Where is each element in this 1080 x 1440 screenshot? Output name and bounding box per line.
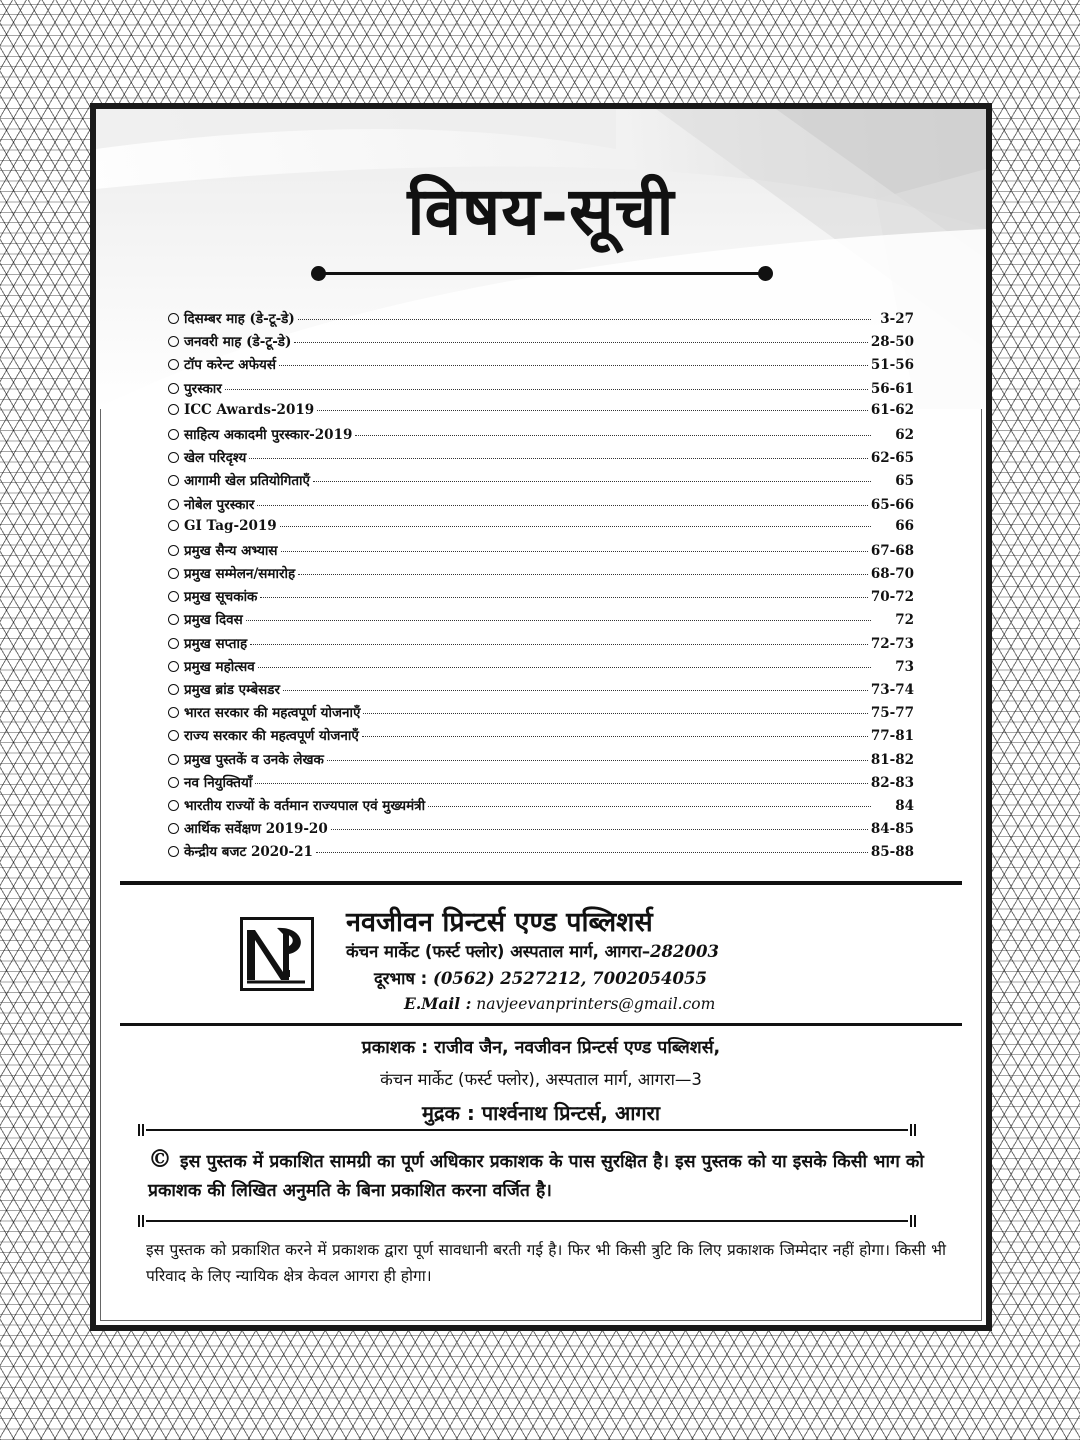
toc-entry[interactable] [168, 750, 914, 773]
toc-dot-leader [281, 551, 868, 552]
toc-entry[interactable] [168, 332, 914, 355]
toc-entry[interactable] [168, 610, 914, 633]
toc-dot-leader [428, 806, 871, 807]
toc-dot-leader [331, 829, 868, 830]
toc-dot-leader [225, 389, 868, 390]
toc-entry-pages: 73 [895, 658, 914, 675]
toc-dot-leader [260, 597, 867, 598]
np-logo-icon [243, 920, 311, 988]
bullet-circle-icon [168, 568, 179, 579]
toc-entry-title: आगामी खेल प्रतियोगिताएँ [184, 473, 311, 490]
toc-entry[interactable] [168, 379, 914, 402]
toc-entry[interactable] [168, 564, 914, 587]
contents-panel [90, 103, 992, 1331]
copyright-symbol: © [148, 1144, 172, 1173]
toc-entry-title: केन्द्रीय बजट 2020-21 [184, 844, 313, 861]
publisher-address [346, 939, 719, 962]
toc-entry-title: राज्य सरकार की महत्वपूर्ण योजनाएँ [184, 728, 359, 745]
toc-dot-leader [355, 435, 871, 436]
publisher-logo [240, 917, 314, 991]
publisher-address-text: कंचन मार्केट (फर्स्ट फ्लोर) अस्पताल मार्ग, आगरा– [346, 942, 651, 961]
toc-entry-title: ICC Awards-2019 [184, 401, 315, 418]
toc-entry-title: प्रमुख सूचकांक [184, 589, 258, 606]
copyright-text: इस पुस्तक में प्रकाशित सामग्री का पूर्ण अधिकार प्रकाशक के पास सुरक्षित है। इस पुस्तक को या इसके किसी भाग को प्रकाशक की लिखित अनुमति के बिना प्रकाशित करना वर्जित है। [148, 1152, 924, 1201]
toc-entry-title: खेल परिदृश्य [184, 450, 247, 467]
divider-rule [120, 881, 962, 885]
publisher-pincode: 282003 [650, 942, 719, 961]
email-label: E.Mail : [404, 994, 472, 1013]
bullet-circle-icon [168, 846, 179, 857]
toc-entry[interactable] [168, 471, 914, 494]
toc-entry-pages: 56-61 [870, 380, 914, 397]
toc-dot-leader [258, 667, 871, 668]
bullet-circle-icon [168, 404, 179, 415]
toc-dot-leader [317, 410, 868, 411]
toc-entry[interactable] [168, 309, 914, 332]
title-underline [318, 272, 764, 275]
copyright-notice [148, 1144, 948, 1206]
toc-entry-pages: 81-82 [870, 751, 914, 768]
publisher-email [404, 994, 715, 1013]
toc-entry-title: पुरस्कार [184, 380, 222, 397]
phone-label: दूरभाष : [374, 969, 428, 988]
toc-entry-pages: 66 [895, 517, 914, 534]
bullet-circle-icon [168, 754, 179, 765]
bullet-circle-icon [168, 475, 179, 486]
toc-entry-title: प्रमुख महोत्सव [184, 658, 255, 675]
toc-entry-pages: 62-65 [870, 450, 914, 467]
bullet-circle-icon [168, 707, 179, 718]
imprint-publisher: प्रकाशक : राजीव जैन, नवजीवन प्रिन्टर्स एण्ड पब्लिशर्स, [361, 1038, 721, 1058]
toc-entry-title: प्रमुख पुस्तकें व उनके लेखक [184, 751, 324, 768]
toc-entry-pages: 70-72 [870, 589, 914, 606]
toc-entry-pages: 67-68 [870, 542, 914, 559]
toc-entry-pages: 51-56 [870, 357, 914, 374]
divider-rule-2 [120, 1023, 962, 1026]
bullet-circle-icon [168, 661, 179, 672]
bullet-circle-icon [168, 383, 179, 394]
toc-entry-title: प्रमुख ब्रांड एम्बेसडर [184, 682, 281, 698]
toc-dot-leader [316, 852, 868, 853]
ornament-rule-top [138, 1124, 916, 1136]
toc-entry-pages: 62 [895, 426, 914, 443]
toc-entry[interactable] [168, 425, 914, 448]
toc-entry[interactable] [168, 587, 914, 610]
toc-entry[interactable] [168, 726, 914, 749]
toc-entry-title: प्रमुख सम्मेलन/समारोह [184, 566, 296, 583]
bullet-circle-icon [168, 823, 179, 834]
toc-dot-leader [280, 526, 871, 527]
toc-entry[interactable] [168, 657, 914, 680]
toc-entry[interactable] [168, 355, 914, 378]
bullet-circle-icon [168, 452, 179, 463]
publisher-name: नवजीवन प्रिन्टर्स एण्ड पब्लिशर्स [346, 907, 653, 938]
toc-dot-leader [294, 342, 867, 343]
bullet-circle-icon [168, 684, 179, 695]
toc-entry-pages: 84-85 [870, 821, 914, 838]
publisher-phone [374, 966, 707, 989]
toc-entry-title: प्रमुख सप्ताह [184, 635, 248, 652]
toc-entry-title: भारतीय राज्यों के वर्तमान राज्यपाल एवं मुख्यमंत्री [184, 797, 426, 814]
bullet-circle-icon [168, 800, 179, 811]
toc-entry-title: नव नियुक्तियाँ [184, 774, 253, 791]
toc-entry-title: साहित्य अकादमी पुरस्कार-2019 [184, 426, 353, 443]
bullet-circle-icon [168, 545, 179, 556]
toc-entry[interactable] [168, 796, 914, 819]
toc-entry-pages: 72-73 [870, 635, 914, 652]
title-underline-left-dot [311, 266, 326, 281]
bullet-circle-icon [168, 336, 179, 347]
bullet-circle-icon [168, 614, 179, 625]
toc-entry-title: दिसम्बर माह (डे-टू-डे) [184, 311, 295, 327]
bullet-circle-icon [168, 638, 179, 649]
toc-dot-leader [327, 760, 868, 761]
bullet-circle-icon [168, 777, 179, 788]
toc-dot-leader [279, 365, 868, 366]
bullet-circle-icon [168, 499, 179, 510]
toc-entry[interactable] [168, 402, 914, 425]
toc-entry-pages: 72 [895, 612, 914, 629]
toc-entry-title: नोबेल पुरस्कार [184, 496, 255, 513]
bullet-circle-icon [168, 313, 179, 324]
toc-entry[interactable] [168, 495, 914, 518]
toc-entry-pages: 73-74 [870, 682, 914, 698]
toc-dot-leader [363, 713, 867, 714]
page-title: विषय-सूची [407, 172, 675, 250]
toc-entry-pages: 65 [895, 473, 914, 490]
toc-entry[interactable] [168, 703, 914, 726]
toc-dot-leader [313, 481, 871, 482]
toc-entry-title: आर्थिक सर्वेक्षण 2019-20 [184, 821, 328, 838]
toc-dot-leader [249, 458, 867, 459]
toc-entry-pages: 77-81 [870, 728, 914, 745]
toc-entry-pages: 28-50 [870, 334, 914, 351]
imprint-printer: मुद्रक : पार्श्वनाथ प्रिन्टर्स, आगरा [421, 1101, 661, 1125]
toc-entry[interactable] [168, 680, 914, 703]
bullet-circle-icon [168, 359, 179, 370]
toc-entry-title: प्रमुख सैन्य अभ्यास [184, 542, 278, 559]
toc-dot-leader [255, 783, 868, 784]
toc-entry[interactable] [168, 518, 914, 541]
disclaimer-text: इस पुस्तक को प्रकाशित करने में प्रकाशक द्वारा पूर्ण सावधानी बरती गई है। फिर भी किसी त्रुटि कि लिए प्रकाशक जिम्मेदार नहीं होगा। किसी भी परिवाद के लिए न्यायिक क्षेत्र केवल आगरा ही होगा। [146, 1241, 946, 1285]
toc-dot-leader [298, 574, 868, 575]
bullet-circle-icon [168, 429, 179, 440]
bullet-circle-icon [168, 520, 179, 531]
email-value[interactable]: navjeevanprinters@gmail.com [476, 995, 716, 1013]
toc-entry-title: GI Tag-2019 [184, 517, 277, 534]
ornament-rule-bottom [138, 1215, 916, 1227]
toc-entry-pages: 3-27 [880, 311, 914, 327]
toc-entry-title: जनवरी माह (डे-टू-डे) [184, 334, 292, 351]
toc-entry-title: टॉप करेन्ट अफेयर्स [184, 357, 276, 374]
toc-entry-title: प्रमुख दिवस [184, 612, 243, 629]
toc-entry-pages: 68-70 [870, 566, 914, 583]
title-underline-right-dot [758, 266, 773, 281]
toc-entry[interactable] [168, 842, 914, 865]
toc-dot-leader [298, 319, 871, 320]
toc-dot-leader [250, 644, 868, 645]
toc-entry-title: भारत सरकार की महत्वपूर्ण योजनाएँ [184, 705, 361, 722]
toc-entry-pages: 75-77 [870, 705, 914, 722]
toc-entry-pages: 85-88 [870, 844, 914, 861]
table-of-contents [168, 309, 914, 866]
toc-dot-leader [362, 736, 868, 737]
toc-entry[interactable] [168, 773, 914, 796]
imprint-publisher-address: कंचन मार्केट (फर्स्ट फ्लोर), अस्पताल मार्ग, आगरा—3 [380, 1070, 702, 1089]
toc-entry[interactable] [168, 541, 914, 564]
toc-dot-leader [283, 690, 868, 691]
bullet-circle-icon [168, 730, 179, 741]
bullet-circle-icon [168, 591, 179, 602]
toc-dot-leader [246, 620, 871, 621]
toc-entry-pages: 65-66 [870, 496, 914, 513]
toc-dot-leader [257, 505, 867, 506]
toc-entry[interactable] [168, 448, 914, 471]
toc-entry-pages: 61-62 [870, 401, 914, 418]
phone-value: (0562) 2527212, 7002054055 [433, 969, 707, 988]
toc-entry-pages: 82-83 [870, 774, 914, 791]
toc-entry[interactable] [168, 634, 914, 657]
toc-entry[interactable] [168, 819, 914, 842]
toc-entry-pages: 84 [895, 797, 914, 814]
